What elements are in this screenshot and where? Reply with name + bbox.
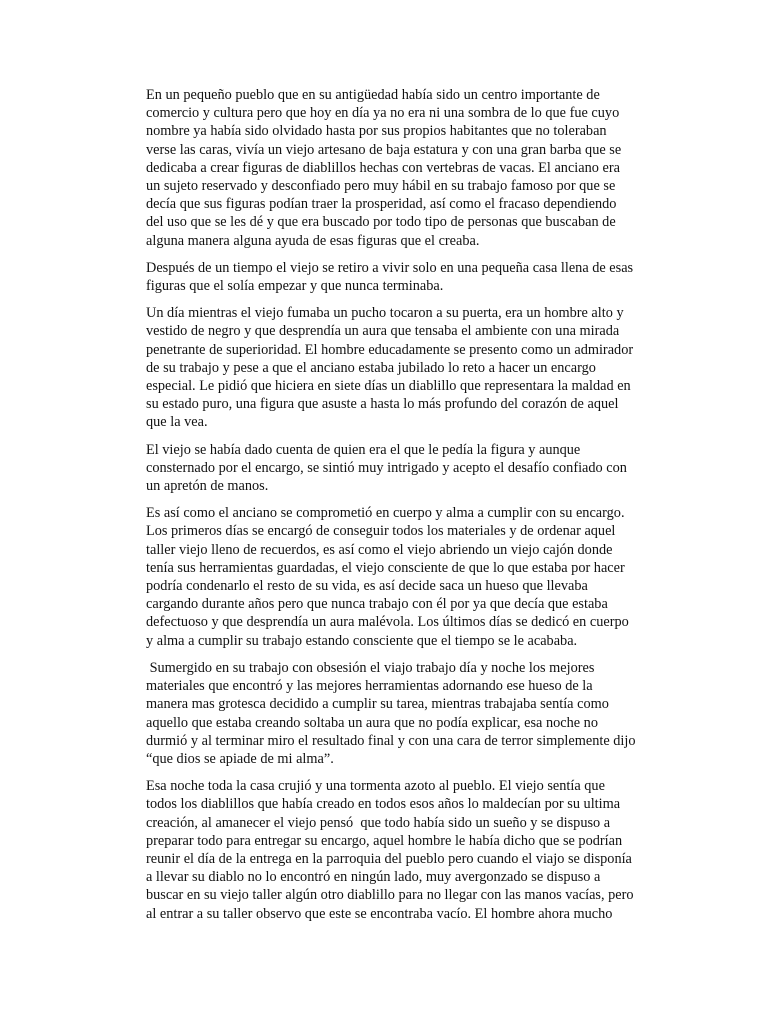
paragraph-1: En un pequeño pueblo que en su antigüedad había sido un centro importante de comercio y cultura pero que hoy en día ya no era ni una sombra de lo que fue cuyo nombre ya había sido olvidado hasta por sus propios habitantes que no toleraban verse las caras, vivía un viejo artesano de baja estatura y con una gran barba que se dedicaba a crear figuras de diablillos hechas con vertebras de vacas. El anciano era un sujeto reservado y desconfiado pero muy hábil en su trabajo famoso por que se decía que sus figuras podían traer la prosperidad, así como el fracaso dependiendo del uso que se les dé y que era buscado por todo tipo de personas que buscaban de alguna manera alguna ayuda de esas figuras que el creaba. bbox=[146, 87, 622, 249]
paragraph-6: Sumergido en su trabajo con obsesión el viajo trabajo día y noche los mejores materiales que encontró y las mejores herramientas adornando ese hueso de la manera mas grotesca decidido a cumplir su tarea, mientras trabajaba sentía como aquello que estaba creando soltaba un aura que no podía explicar, esa noche no durmió y al terminar miro el resultado final y con una cara de terror simplemente dijo “que dios se apiade de mi alma”. bbox=[146, 659, 636, 767]
paragraph-4: El viejo se había dado cuenta de quien era el que le pedía la figura y aunque consternado por el encargo, se sintió muy intrigado y acepto el desafío confiado con un apretón de manos. bbox=[146, 441, 627, 495]
paragraph-3: Un día mientras el viejo fumaba un pucho tocaron a su puerta, era un hombre alto y vestido de negro y que desprendía un aura que tensaba el ambiente con una mirada penetrante de superioridad. El hombre educadamente se presento como un admirador de su trabajo y pese a que el anciano estaba jubilado lo reto a hacer un encargo especial. Le pidió que hiciera en siete días un diablillo que representara la maldad en su estado puro, una figura que asuste a hasta lo más profundo del corazón de aquel que la vea. bbox=[146, 305, 634, 431]
document-body bbox=[146, 86, 680, 932]
paragraph-5: Es así como el anciano se comprometió en cuerpo y alma a cumplir con su encargo. Los primeros días se encargó de conseguir todos los materiales y de ordenar aquel taller viejo lleno de recuerdos, es así como el viejo abriendo un viejo cajón donde tenía sus herramientas guardadas, el viejo consciente de que lo que estaba por hacer podría condenarlo el resto de su vida, es así decide saca un hueso que llevaba cargando durante años pero que nunca trabajo con él por ya que decía que estaba defectuoso y que desprendía un aura malévola. Los últimos días se dedicó en cuerpo y alma a cumplir su trabajo estando consciente que el tiempo se le acababa. bbox=[146, 505, 629, 649]
paragraph-7: Esa noche toda la casa crujió y una tormenta azoto al pueblo. El viejo sentía que todos los diablillos que había creado en todos esos años lo maldecían por su ultima creación, al amanecer el viejo pensó que todo había sido un sueño y se dispuso a preparar todo para entregar su encargo, aquel hombre le había dicho que se podrían reunir el día de la entrega en la parroquia del pueblo pero cuando el viajo se disponía a llevar su diablo no lo encontró en ningún lado, muy avergonzado se dispuso a buscar en su viejo taller algún otro diablillo para no llegar con las manos vacías, pero al entrar a su taller observo que este se encontraba vacío. El hombre ahora mucho bbox=[146, 778, 634, 922]
paragraph-2: Después de un tiempo el viejo se retiro a vivir solo en una pequeña casa llena de esas figuras que el solía empezar y que nunca terminaba. bbox=[146, 259, 634, 295]
